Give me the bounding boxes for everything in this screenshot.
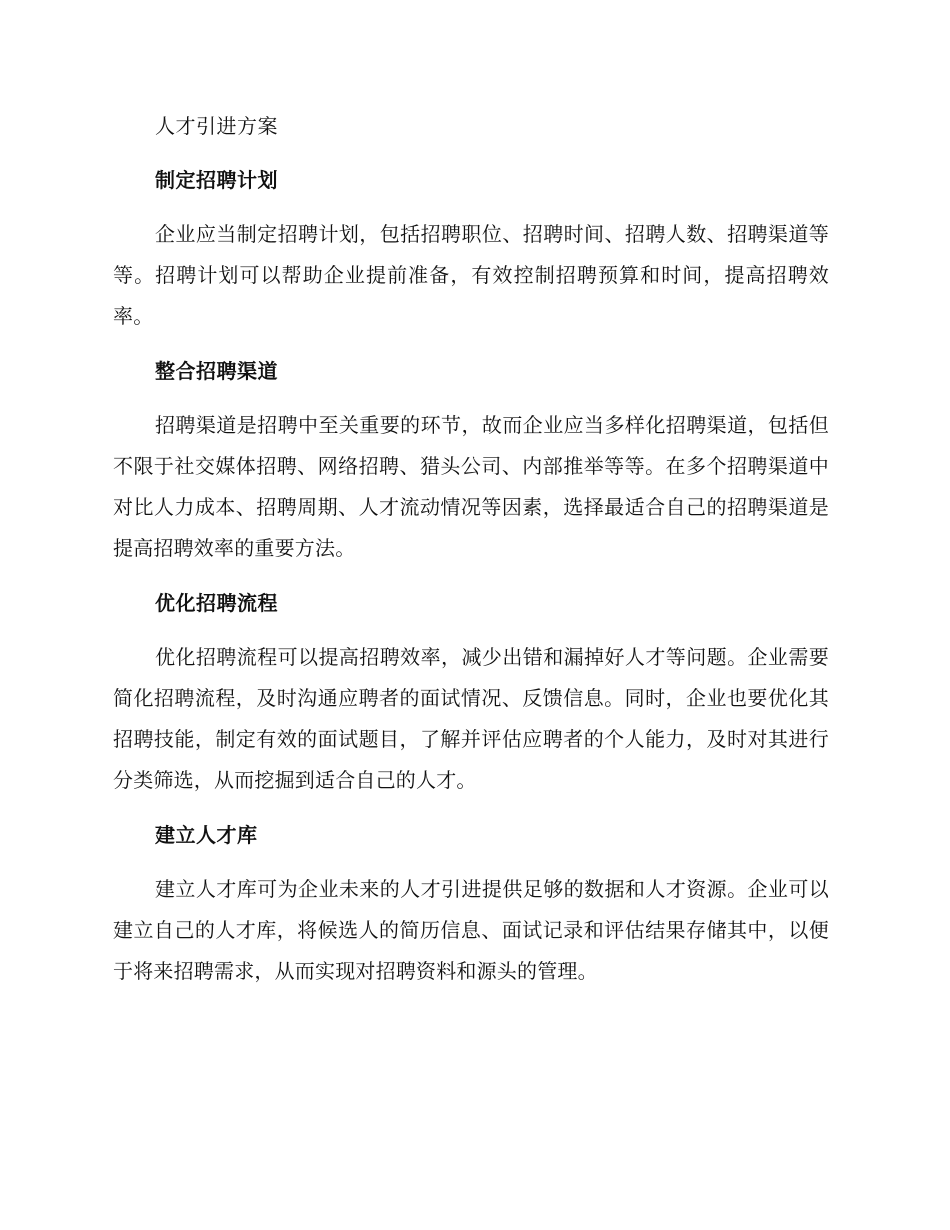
section-paragraph-talent-pool: 建立人才库可为企业未来的人才引进提供足够的数据和人才资源。企业可以建立自己的人才库，将候选人的简历信息、面试记录和评估结果存储其中，以便于将来招聘需求，从而实现对招聘资料和源头的管理。	[113, 877, 829, 983]
section-paragraph-recruitment-plan: 企业应当制定招聘计划，包括招聘职位、招聘时间、招聘人数、招聘渠道等等。招聘计划可以帮助企业提前准备，有效控制招聘预算和时间，提高招聘效率。	[113, 222, 829, 328]
section-heading-recruitment-channels: 整合招聘渠道	[155, 359, 278, 383]
document-title: 人才引进方案	[155, 114, 278, 138]
section-paragraph-recruitment-process: 优化招聘流程可以提高招聘效率，减少出错和漏掉好人才等问题。企业需要简化招聘流程，及时沟通应聘者的面试情况、反馈信息。同时，企业也要优化其招聘技能，制定有效的面试题目，了解并评估应聘者的个人能力，及时对其进行分类筛选，从而挖掘到适合自己的人才。	[113, 645, 829, 792]
section-heading-recruitment-process: 优化招聘流程	[155, 591, 278, 615]
section-heading-talent-pool: 建立人才库	[155, 823, 258, 847]
section-heading-recruitment-plan: 制定招聘计划	[155, 168, 278, 192]
document-content	[113, 108, 829, 1008]
section-paragraph-recruitment-channels: 招聘渠道是招聘中至关重要的环节，故而企业应当多样化招聘渠道，包括但不限于社交媒体招聘、网络招聘、猎头公司、内部推举等等。在多个招聘渠道中对比人力成本、招聘周期、人才流动情况等因素，选择最适合自己的招聘渠道是提高招聘效率的重要方法。	[113, 413, 829, 560]
